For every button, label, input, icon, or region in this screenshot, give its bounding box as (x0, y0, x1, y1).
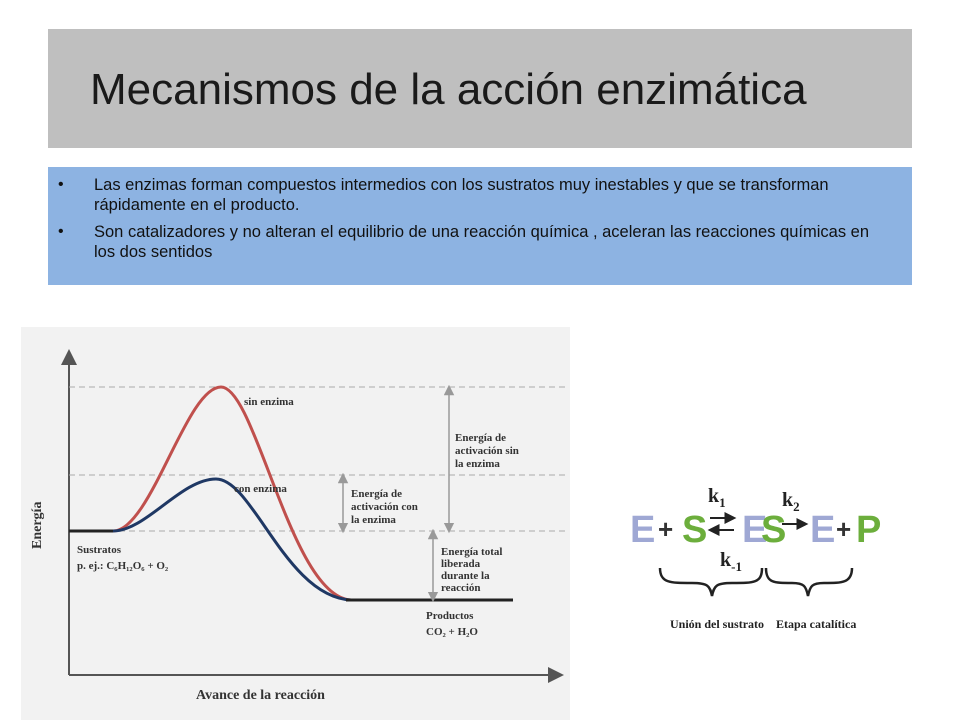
label-line: reacción (441, 582, 481, 594)
k1-label: $k_1$ (708, 485, 726, 510)
label-line: activación con (351, 501, 418, 513)
symbol-ES-E: E (742, 509, 768, 551)
bullet-text: Las enzimas forman compuestos intermedios con los sustratos muy inestables y que se transforman rápidamente en el producto. (94, 176, 829, 214)
label-substrates-example: p. ej.: C₆H₁₂O₆ + O₂ (77, 560, 169, 572)
label-activation-without (455, 432, 519, 470)
label-line: liberada (441, 558, 481, 570)
symbol-ES-S: S (761, 509, 787, 551)
bullet-box (48, 167, 912, 285)
label-products-formula: CO₂ + H₂O (426, 626, 478, 638)
x-axis-label: Avance de la reacción (196, 688, 325, 703)
label-line: durante la (441, 570, 490, 582)
brace-catalytic (766, 568, 852, 596)
label-with-enzyme: con enzima (234, 483, 287, 495)
title-bar (48, 29, 912, 148)
slide-title: Mecanismos de la acción enzimática (90, 65, 807, 114)
symbol-S: S (682, 509, 708, 551)
label-line: Energía de (351, 488, 403, 500)
symbol-E-product: E (810, 509, 836, 551)
y-axis-label: Energía (30, 501, 45, 549)
brace-binding (660, 568, 762, 596)
label-line: activación sin (455, 445, 519, 457)
label-line: la enzima (455, 458, 500, 470)
k2-label: $k_2$ (782, 489, 800, 514)
bullet-icon: • (58, 176, 64, 193)
symbol-P: P (856, 509, 882, 551)
bullet-text: Son catalizadores y no alteran el equilibrio de una reacción química , aceleran las reacciones químicas en los dos sentidos (94, 223, 870, 261)
symbol-plus: + (836, 514, 852, 544)
label-binding: Unión del sustrato (670, 617, 765, 631)
km1-label: $k_{-1}$ (720, 549, 742, 574)
bullet-icon: • (58, 223, 64, 240)
enzyme-mechanism (630, 468, 890, 638)
label-energy-released (441, 546, 502, 594)
label-products: Productos (426, 610, 474, 622)
symbol-plus: + (658, 514, 674, 544)
label-line: Energía total (441, 546, 503, 558)
label-activation-with (351, 488, 418, 526)
energy-diagram (21, 327, 570, 720)
label-substrates: Sustratos (77, 544, 122, 556)
label-line: la enzima (351, 514, 396, 526)
label-catalytic: Etapa catalítica (776, 617, 857, 631)
symbol-E: E (630, 509, 656, 551)
label-line: Energía de (455, 432, 507, 444)
label-without-enzyme: sin enzima (244, 396, 294, 408)
